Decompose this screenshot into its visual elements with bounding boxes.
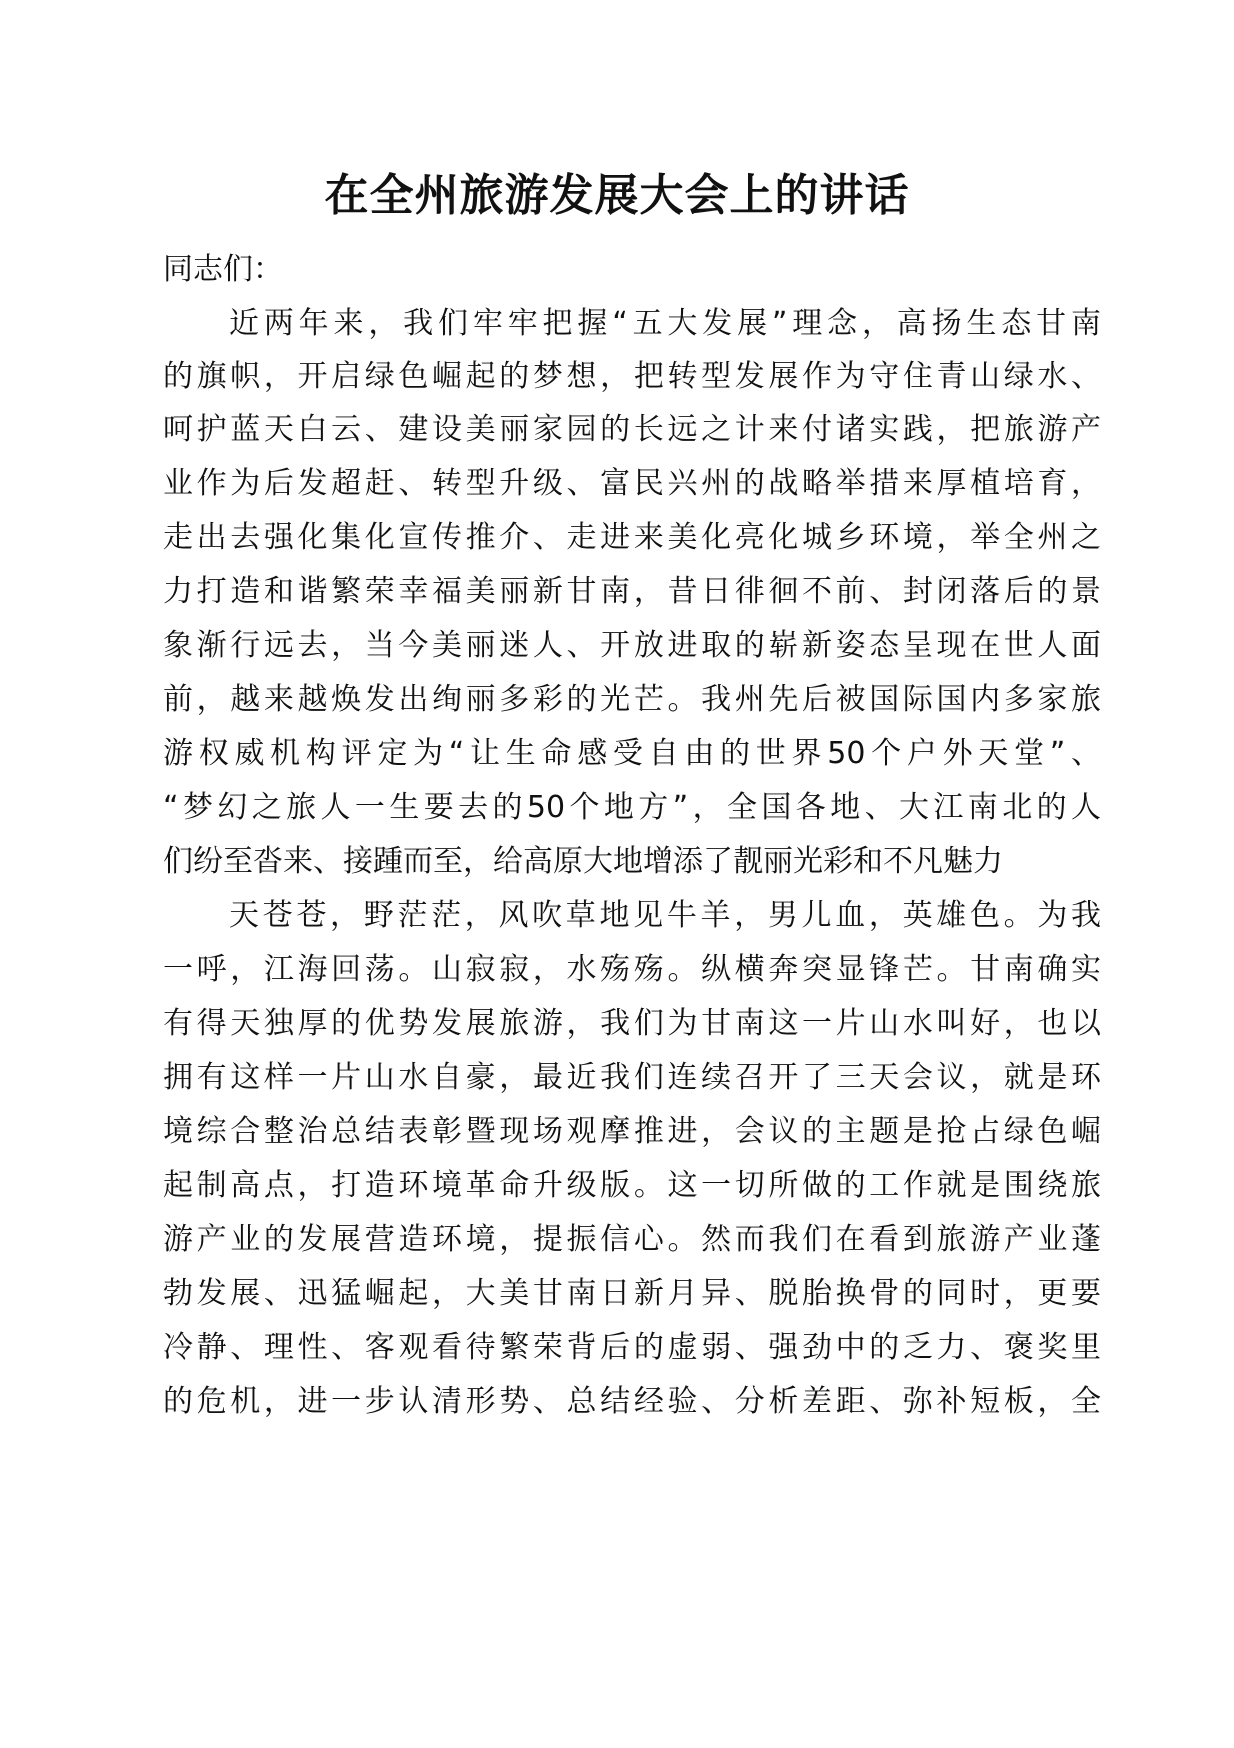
paragraph-line: 象渐行远去，当今美丽迷人、开放进取的崭新姿态呈现在世人面 — [163, 628, 1101, 663]
paragraph-line: 近两年来，我们牢牢把握“五大发展”理念，高扬生态甘南 — [229, 306, 1101, 341]
salutation: 同志们： — [163, 252, 283, 287]
paragraph-line: 的危机，进一步认清形势、总结经验、分析差距、弥补短板，全 — [163, 1384, 1101, 1419]
paragraph-line: 业作为后发超赶、转型升级、富民兴州的战略举措来厚植培育， — [163, 466, 1101, 501]
paragraph-line: 天苍苍，野茫茫，风吹草地见牛羊，男儿血，英雄色。为我 — [229, 898, 1101, 933]
paragraph-line: 拥有这样一片山水自豪，最近我们连续召开了三天会议，就是环 — [163, 1060, 1101, 1095]
paragraph-line: 呵护蓝天白云、建设美丽家园的长远之计来付诸实践，把旅游产 — [163, 412, 1101, 447]
paragraph-line: 游产业的发展营造环境，提振信心。然而我们在看到旅游产业蓬 — [163, 1222, 1101, 1257]
paragraph-line: 一呼，江海回荡。山寂寂，水殇殇。纵横奔突显锋芒。甘南确实 — [163, 952, 1101, 987]
paragraph-line: 境综合整治总结表彰暨现场观摩推进，会议的主题是抢占绿色崛 — [163, 1114, 1101, 1149]
paragraph-line: 有得天独厚的优势发展旅游，我们为甘南这一片山水叫好，也以 — [163, 1006, 1101, 1041]
paragraph-line: 起制高点，打造环境革命升级版。这一切所做的工作就是围绕旅 — [163, 1168, 1101, 1203]
paragraph-line: 冷静、理性、客观看待繁荣背后的虚弱、强劲中的乏力、褒奖里 — [163, 1330, 1101, 1365]
paragraph-line: 前，越来越焕发出绚丽多彩的光芒。我州先后被国际国内多家旅 — [163, 682, 1101, 717]
document-title: 在全州旅游发展大会上的讲话 — [324, 170, 910, 221]
paragraph-line: 走出去强化集化宣传推介、走进来美化亮化城乡环境，举全州之 — [163, 520, 1101, 555]
paragraph-line: 勃发展、迅猛崛起，大美甘南日新月异、脱胎换骨的同时，更要 — [163, 1276, 1101, 1311]
paragraph-line: 力打造和谐繁荣幸福美丽新甘南，昔日徘徊不前、封闭落后的景 — [163, 574, 1101, 609]
paragraph-line: 的旗帜，开启绿色崛起的梦想，把转型发展作为守住青山绿水、 — [163, 359, 1101, 394]
paragraph-line: “梦幻之旅人一生要去的50个地方”，全国各地、大江南北的人 — [163, 790, 1101, 825]
paragraph-line: 游权威机构评定为“让生命感受自由的世界50个户外天堂”、 — [163, 736, 1101, 771]
paragraph-line: 们纷至沓来、接踵而至，给高原大地增添了靓丽光彩和不凡魅力 — [163, 844, 1003, 879]
